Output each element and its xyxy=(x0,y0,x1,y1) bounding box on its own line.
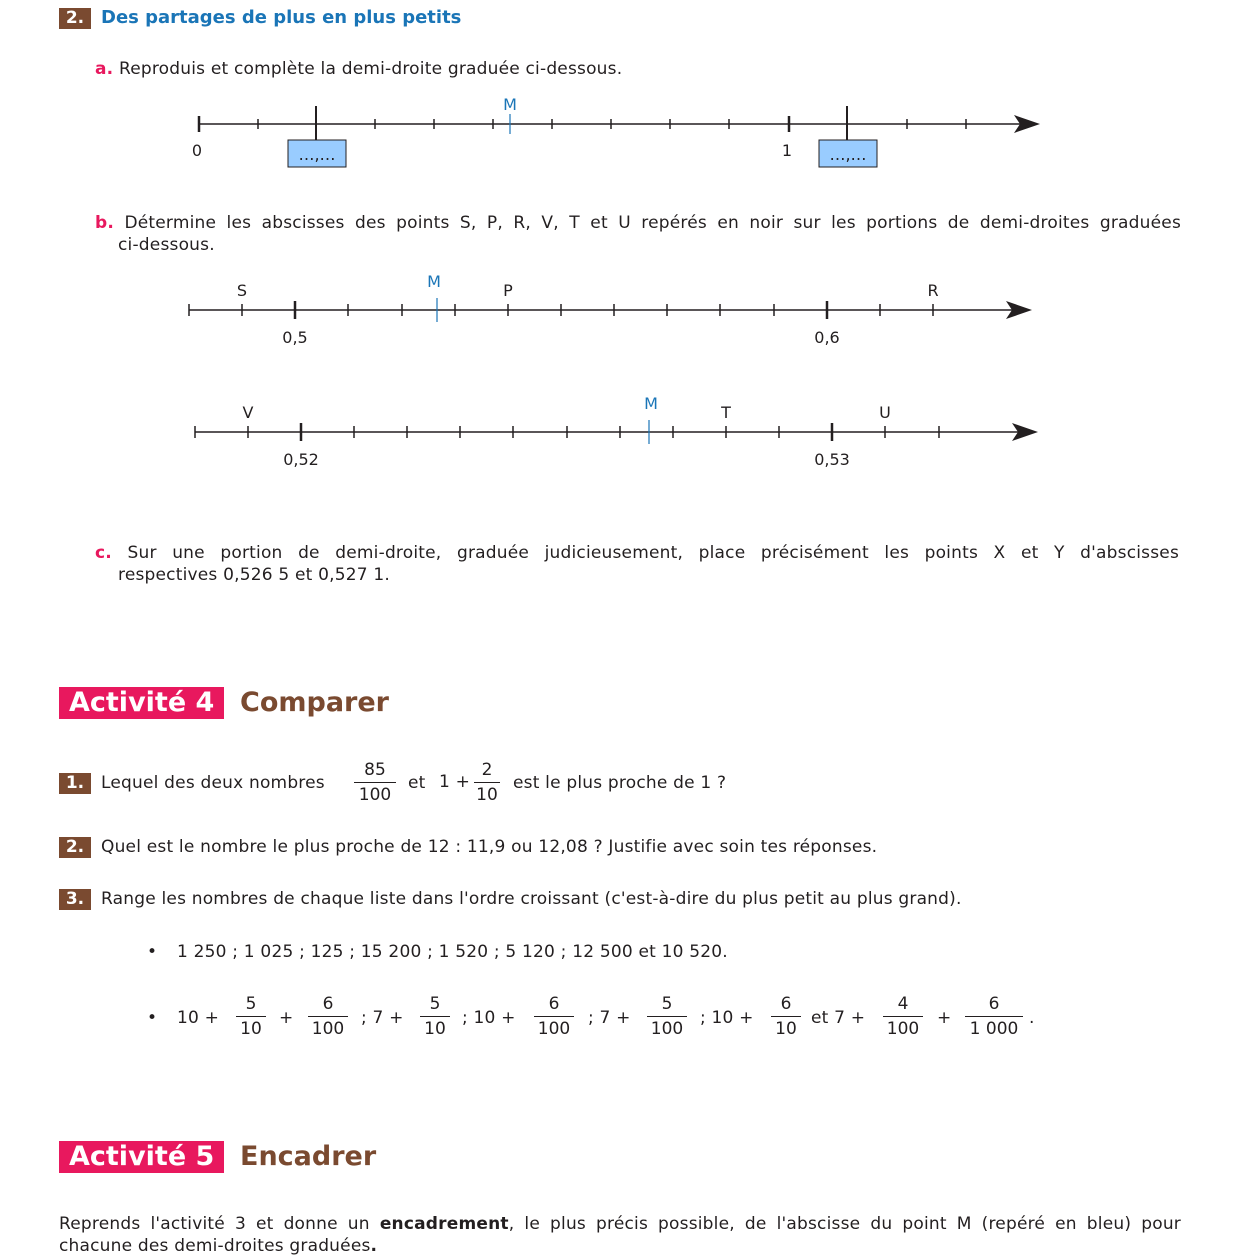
act4-q3-list2-frac-1 xyxy=(236,994,266,1039)
frac-1-den: 10 xyxy=(240,1019,262,1039)
act4-q3-list2-t3: ; 10 + xyxy=(462,1008,516,1028)
activite5-text-line2: chacune des demi-droites graduées xyxy=(59,1236,371,1256)
act4-q3-list2-t1: 10 + xyxy=(177,1008,220,1028)
act4-q3-list2-frac-7 xyxy=(883,994,923,1039)
act4-q2-text: Quel est le nombre le plus proche de 12 : 11,9 ou 12,08 ? Justifie avec soin tes réponses. xyxy=(101,837,878,857)
question-b-text-1: Détermine les abscisses des points S, P, R, V, T et U repérés en noir sur les portions de demi-droites graduées xyxy=(124,213,1181,233)
act4-q3-list2-p2: + xyxy=(937,1008,952,1028)
ruler-b2-label-v: V xyxy=(242,403,254,422)
frac-2-den: 100 xyxy=(311,1019,345,1039)
ruler-a xyxy=(0,0,1240,190)
act4-q1-before: Lequel des deux nombres xyxy=(101,773,325,793)
act4-q3-list2-frac-4 xyxy=(534,994,574,1039)
act4-q3-list2-t6: et 7 + xyxy=(811,1008,866,1028)
ruler-a-blank-1: …,… xyxy=(298,145,336,164)
question-b xyxy=(95,213,1181,233)
act4-q1-f1-den: 100 xyxy=(358,785,392,805)
frac-5-num: 5 xyxy=(647,994,687,1017)
question-b-label: b. xyxy=(95,213,115,233)
act4-q1-fraction-2 xyxy=(474,760,500,805)
act4-q3-list-1: 1 250 ; 1 025 ; 125 ; 15 200 ; 1 520 ; 5 120 ; 12 500 et 10 520. xyxy=(177,942,728,962)
activite5-text-before: Reprends l'activité 3 et donne un xyxy=(59,1214,380,1234)
activite5-text-after: , le plus précis possible, de l'abscisse du point M (repéré en bleu) pour xyxy=(508,1214,1181,1234)
ruler-a-m-label: M xyxy=(503,95,517,114)
activite5-text-2 xyxy=(59,1236,377,1256)
ruler-a-blank-2: …,… xyxy=(829,145,867,164)
ruler-b2 xyxy=(0,382,1240,482)
act4-q3-list2-frac-8 xyxy=(965,994,1023,1039)
frac-5-den: 100 xyxy=(650,1019,684,1039)
act4-q1-fraction-1 xyxy=(354,760,396,805)
act4-q3-text: Range les nombres de chaque liste dans l'ordre croissant (c'est-à-dire du plus petit au plus grand). xyxy=(101,889,962,909)
question-c-text-1: Sur une portion de demi-droite, graduée judicieusement, place précisément les points X et Y d'abscisses xyxy=(127,543,1179,563)
section2-number: 2. xyxy=(59,8,91,29)
ruler-a-zero-label: 0 xyxy=(191,141,203,160)
ruler-a-ticks xyxy=(199,106,966,140)
act4-q3-bullet-1: • xyxy=(147,942,158,962)
act4-q1-number: 1. xyxy=(59,773,91,794)
act4-q3-list2-p1: + xyxy=(279,1008,294,1028)
question-b-text-2: ci-dessous. xyxy=(118,235,215,255)
frac-4-num: 6 xyxy=(534,994,574,1017)
activite5-text-bold: encadrement xyxy=(379,1214,509,1234)
act4-q3-bullet-2: • xyxy=(147,1008,158,1028)
act4-q3-list2-t4: ; 7 + xyxy=(588,1008,631,1028)
act4-q1-one-plus: 1 + xyxy=(439,772,471,792)
frac-2-num: 6 xyxy=(308,994,348,1017)
question-c xyxy=(95,543,1179,563)
act4-q3-list2-frac-3 xyxy=(420,994,450,1039)
ruler-b2-m-label: M xyxy=(644,394,658,413)
ruler-b1-m-label: M xyxy=(427,272,441,291)
question-c-text-2: respectives 0,526 5 et 0,527 1. xyxy=(118,565,391,585)
act4-q3-number: 3. xyxy=(59,889,91,910)
activite4-tag: Activité 4 xyxy=(59,687,224,719)
frac-3-den: 10 xyxy=(424,1019,446,1039)
activite5-title: Encadrer xyxy=(240,1141,377,1172)
frac-7-num: 4 xyxy=(883,994,923,1017)
question-a-text: Reproduis et complète la demi-droite graduée ci-dessous. xyxy=(118,59,623,79)
act4-q3-list2-t5: ; 10 + xyxy=(700,1008,754,1028)
act4-q1-f2-num: 2 xyxy=(474,760,500,783)
activite5-text xyxy=(59,1214,1181,1234)
act4-q3-list2-frac-5 xyxy=(647,994,687,1039)
frac-4-den: 100 xyxy=(537,1019,571,1039)
act4-q1-f2-den: 10 xyxy=(476,785,498,805)
frac-1-num: 5 xyxy=(236,994,266,1017)
ruler-b2-tick-right: 0,53 xyxy=(814,450,850,469)
activite5-text-line2-end: . xyxy=(370,1236,378,1256)
frac-8-num: 6 xyxy=(965,994,1023,1017)
act4-q1-f1-num: 85 xyxy=(354,760,396,783)
ruler-b1-label-p: P xyxy=(503,281,513,300)
act4-q3-list2-t2: ; 7 + xyxy=(361,1008,404,1028)
activite5-tag: Activité 5 xyxy=(59,1141,224,1173)
frac-6-num: 6 xyxy=(771,994,801,1017)
ruler-b2-label-u: U xyxy=(879,403,891,422)
ruler-b1-tick-right: 0,6 xyxy=(814,328,840,347)
act4-q2-number: 2. xyxy=(59,837,91,858)
question-a-label: a. xyxy=(95,59,114,79)
act4-q1-et: et xyxy=(408,773,426,793)
ruler-b2-tick-left: 0,52 xyxy=(283,450,319,469)
frac-6-den: 10 xyxy=(775,1019,797,1039)
ruler-b1-tick-left: 0,5 xyxy=(282,328,308,347)
section2-title: Des partages de plus en plus petits xyxy=(101,7,462,28)
ruler-b1 xyxy=(0,260,1240,360)
question-c-label: c. xyxy=(95,543,112,563)
ruler-a-one-label: 1 xyxy=(781,141,793,160)
frac-3-num: 5 xyxy=(420,994,450,1017)
act4-q3-list2-frac-2 xyxy=(308,994,348,1039)
frac-7-den: 100 xyxy=(886,1019,920,1039)
ruler-b2-label-t: T xyxy=(721,403,731,422)
frac-8-den: 1 000 xyxy=(969,1019,1019,1039)
activite4-title: Comparer xyxy=(240,687,389,718)
act4-q1-after: est le plus proche de 1 ? xyxy=(513,773,727,793)
act4-q3-list2-frac-6 xyxy=(771,994,801,1039)
act4-q3-list2-end: . xyxy=(1029,1008,1035,1028)
ruler-b1-label-s: S xyxy=(236,281,248,300)
ruler-b1-label-r: R xyxy=(927,281,939,300)
